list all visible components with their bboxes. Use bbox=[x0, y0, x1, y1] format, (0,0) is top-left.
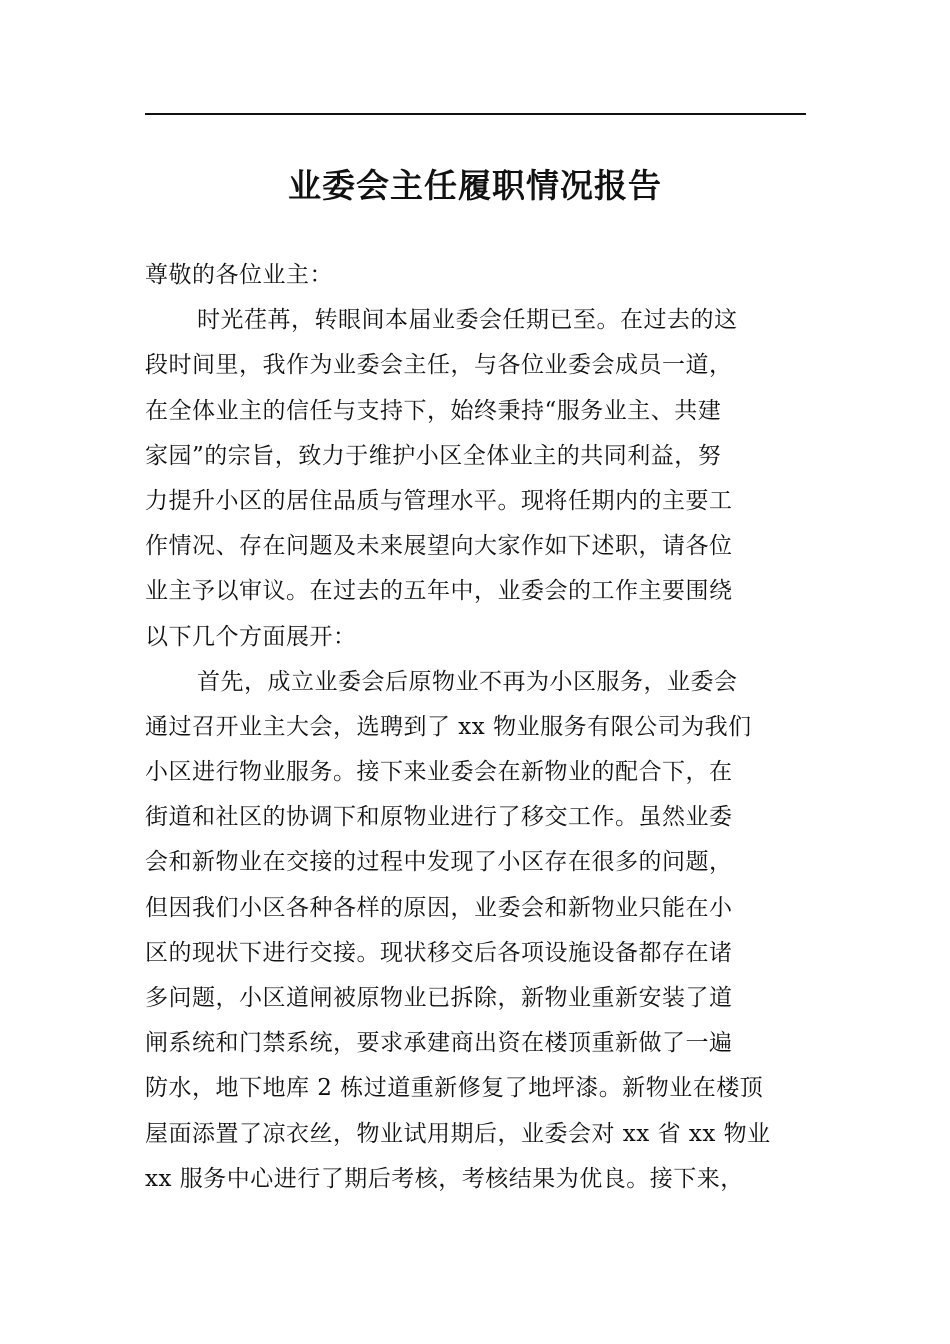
paragraph-line: 首先，成立业委会后原物业不再为小区服务，业委会 bbox=[197, 668, 738, 695]
paragraph-line: 在全体业主的信任与支持下，始终秉持“服务业主、共建 bbox=[145, 397, 722, 424]
paragraph-line: 会和新物业在交接的过程中发现了小区存在很多的问题， bbox=[145, 849, 733, 876]
paragraph-line: 业主予以审议。在过去的五年中，业委会的工作主要围绕 bbox=[145, 578, 733, 605]
paragraph-line: 防水，地下地库 2 栋过道重新修复了地坪漆。新物业在楼顶 bbox=[145, 1075, 764, 1102]
paragraph-line: 街道和社区的协调下和原物业进行了移交工作。虽然业委 bbox=[145, 804, 733, 831]
paragraph-line: 时光荏苒，转眼间本届业委会任期已至。在过去的这 bbox=[197, 307, 738, 334]
paragraph-line: 通过召开业主大会，选聘到了 xx 物业服务有限公司为我们 bbox=[145, 713, 752, 740]
paragraph-2 bbox=[145, 660, 805, 1202]
paragraph-line: 闸系统和门禁系统，要求承建商出资在楼顶重新做了一遍 bbox=[145, 1030, 733, 1057]
paragraph-line: xx 服务中心进行了期后考核，考核结果为优良。接下来， bbox=[145, 1165, 744, 1192]
salutation: 尊敬的各位业主： bbox=[145, 262, 333, 288]
paragraph-line: 段时间里，我作为业委会主任，与各位业委会成员一道， bbox=[145, 352, 733, 379]
paragraph-line: 作情况、存在问题及未来展望向大家作如下述职，请各位 bbox=[145, 533, 733, 560]
paragraph-line: 多问题，小区道闸被原物业已拆除，新物业重新安装了道 bbox=[145, 985, 733, 1011]
paragraph-line: 力提升小区的居住品质与管理水平。现将任期内的主要工 bbox=[145, 487, 733, 514]
header-rule bbox=[145, 113, 806, 115]
paragraph-line: 区的现状下进行交接。现状移交后各项设施设备都存在诸 bbox=[145, 939, 733, 966]
paragraph-line: 以下几个方面展开： bbox=[145, 623, 357, 650]
document-title: 业委会主任履职情况报告 bbox=[288, 166, 662, 205]
paragraph-line: 小区进行物业服务。接下来业委会在新物业的配合下，在 bbox=[145, 759, 733, 786]
paragraph-line: 但因我们小区各种各样的原因，业委会和新物业只能在小 bbox=[145, 894, 733, 921]
paragraph-line: 屋面添置了凉衣丝，物业试用期后，业委会对 xx 省 xx 物业 bbox=[145, 1120, 771, 1147]
document-body bbox=[145, 253, 805, 1202]
paragraph-line: 家园”的宗旨，致力于维护小区全体业主的共同利益，努 bbox=[145, 442, 722, 469]
paragraph-1 bbox=[145, 298, 805, 660]
